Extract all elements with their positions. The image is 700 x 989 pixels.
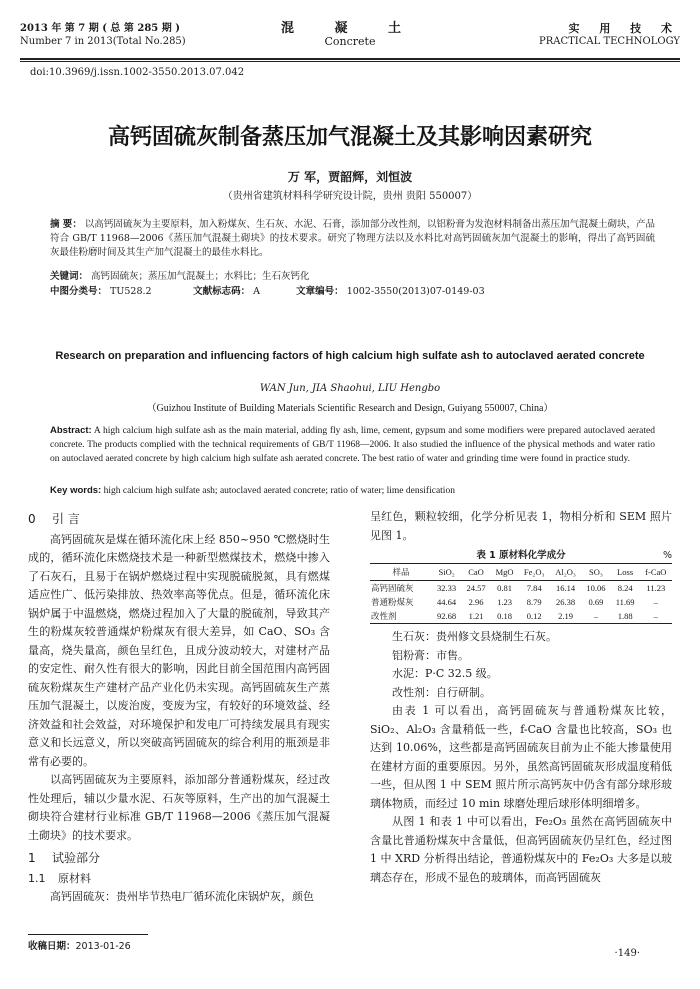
abstract-en-text: A high calcium high sulfate ash as the main material, adding fly ash, lime, cement, gypsum and some modifiers were prepared autoclaved aerated concrete. The products complied with the technical requirements of GB/T 11968—2006. It also studied the influence of the physical methods and water ratio on autoclaved aerated concrete by high calcium high sulfate ash aerated concrete. The best ratio of water and grinding time were found in practice study.	[50, 426, 655, 464]
subsection-1-1-heading	[28, 870, 330, 889]
journal-name-cn: 混 凝 土	[280, 21, 420, 36]
keywords-cn	[50, 270, 655, 284]
table-cell: –	[581, 609, 610, 624]
article-number-value: 1002-3550(2013)07-0149-03	[346, 286, 485, 297]
material-item-lime: 生石灰：贵州修文县烧制生石灰。	[392, 630, 557, 643]
abstract-en	[50, 424, 655, 466]
header-issue-cn: 2013 年 第 7 期 ( 总 第 285 期 )	[20, 23, 180, 34]
section-0-title: 引 言	[52, 512, 80, 526]
materials-continuation: 呈红色，颗粒较细，化学分析见表 1，物相分析和 SEM 照片见图 1。	[370, 510, 672, 542]
table-cell: 8.79	[526, 597, 542, 607]
journal-header	[20, 22, 680, 58]
keywords-en-label: Key words:	[50, 485, 102, 496]
section-1-heading	[28, 849, 330, 868]
table-cell: 1.23	[497, 597, 513, 607]
table-cell: 2.19	[550, 609, 581, 624]
table-cell: –	[640, 609, 672, 624]
table-cell: 11.69	[615, 597, 635, 607]
abstract-en-label: Abstract:	[50, 425, 92, 436]
authors: 万 军，贾韶辉，刘恒波	[287, 170, 413, 184]
material-item-modifier: 改性剂：自行研制。	[392, 685, 491, 699]
table-cell: 0.81	[497, 583, 513, 593]
table-cell: 7.84	[526, 583, 542, 593]
intro-paragraph-1: 高钙固硫灰是煤在循环流化床上经 850~950 ℃燃烧时生成的，循环流化床燃烧技术是一种新型燃煤技术，燃烧中掺入了石灰石，且易于在锅炉燃烧过程中实现脱硫脱氮，具有燃煤适应性广、低污染排放、热效率高等优点。但是，循环流化床锅炉属于中温燃烧，燃烧过程加入了大量的脱硫剂，导致其产生的粉煤灰较普通煤炉粉煤灰有很大差异，如 CaO、SO₃ 含量高，烧失量高，颜色呈红色，且成分波动较大，对建材产品的安定性、耐久性有很大的影响，因此目前全国范围内高钙固硫灰粉煤灰生产建材产品产业化仍未实现。高钙固硫灰生产蒸压加气混凝土，以废治废，变废为宝，有较好的环境效益、经济效益和社会效益，对环境保护和发电厂可持续发展具有现实意义和长远意义，所以突破高钙固硫灰的综合利用的瓶颈是非常有必要的。	[28, 532, 330, 768]
table-cell: 26.38	[556, 597, 576, 607]
table-1-title: 表 1 原材料化学成分	[476, 550, 566, 561]
doc-code-label: 文献标志码：	[193, 286, 251, 297]
table-header: SO₃	[581, 564, 610, 581]
table-cell: –	[653, 597, 658, 607]
table-cell: 0.69	[588, 597, 604, 607]
english-authors: WAN Jun, JIA Shaohui, LIU Hengbo	[259, 383, 441, 394]
column-name-cn: 实 用 技 术	[568, 22, 680, 35]
keywords-en	[50, 484, 655, 498]
table-cell: 8.24	[617, 583, 633, 593]
analysis-paragraph-2: 从图 1 和表 1 中可以看出，Fe₂O₃ 虽然在高钙固硫灰中含量比普通粉煤灰中含量低，但高钙固硫灰仍呈红色，经过图 1 中 XRD 分析得出结论，普通粉煤灰中的 Fe₂O₃ 大多是以玻璃态存在，形成不显色的玻璃体，而高钙固硫灰	[370, 815, 672, 884]
doc-code-value: A	[253, 286, 260, 297]
subsection-1-1-title: 原材料	[58, 871, 91, 885]
table-cell: 92.68	[432, 609, 461, 624]
article-number-label: 文章编号：	[296, 286, 344, 297]
table-1	[370, 563, 672, 624]
section-1-number: 1	[28, 851, 36, 865]
section-0-heading	[28, 510, 330, 529]
table-cell: 10.06	[586, 583, 606, 593]
keywords-cn-label: 关键词：	[50, 271, 89, 282]
table-row	[370, 609, 672, 624]
clc-label: 中图分类号：	[50, 286, 108, 297]
table-cell: 0.18	[491, 609, 519, 624]
table-row	[370, 581, 672, 596]
received-date-value: 2013-01-26	[75, 941, 131, 952]
table-cell: 24.57	[466, 583, 486, 593]
table-cell: 1.21	[461, 609, 490, 624]
table-header: Loss	[611, 564, 640, 581]
material-item-aluminium-paste: 铝粉膏：市售。	[392, 648, 469, 662]
table-1-caption	[370, 549, 672, 563]
table-header: f-CaO	[640, 564, 672, 581]
classification-line	[50, 285, 655, 299]
table-cell: 0.12	[518, 609, 549, 624]
intro-paragraph-2: 以高钙固硫灰为主要原料，添加部分普通粉煤灰，经过改性处理后，辅以少量水泥、石灰等原料，生产出的加气混凝土砌块符合建材行业标准 GB/T 11968—2006《蒸压加气混凝土砌块》的技术要求。	[28, 773, 330, 842]
table-cell: 2.96	[468, 597, 484, 607]
header-right	[539, 22, 680, 48]
column-name-en: PRACTICAL TECHNOLOGY	[539, 36, 680, 47]
materials-paragraph-1: 高钙固硫灰：贵州毕节热电厂循环流化床锅炉灰，颜色	[50, 890, 314, 903]
table-header: CaO	[461, 564, 490, 581]
body-right-column	[370, 508, 672, 887]
table-header: MgO	[491, 564, 519, 581]
journal-name-en: Concrete	[324, 35, 376, 48]
table-header: Al₂O₃	[550, 564, 581, 581]
subsection-1-1-number: 1.1	[28, 871, 46, 885]
table-cell: 高钙固硫灰	[371, 583, 414, 593]
table-header: Fe₂O₃	[518, 564, 549, 581]
table-1-unit: %	[662, 550, 672, 561]
material-item-cement: 水泥：P·C 32.5 级。	[392, 667, 498, 680]
table-cell: 44.64	[437, 597, 457, 607]
section-0-number: 0	[28, 512, 36, 526]
keywords-en-text: high calcium high sulfate ash; autoclaved aerated concrete; ratio of water; lime densification	[103, 486, 455, 496]
table-header-row	[370, 564, 672, 581]
received-date	[28, 938, 131, 952]
table-cell: 16.14	[556, 583, 576, 593]
header-rule-thin	[20, 61, 680, 62]
received-date-label: 收稿日期：	[28, 941, 76, 952]
section-1-title: 试验部分	[52, 851, 101, 865]
abstract-cn-label: 摘 要：	[50, 219, 82, 230]
table-cell: 1.88	[611, 609, 640, 624]
clc-value: TU528.2	[110, 286, 152, 297]
table-cell: 普通粉煤灰	[371, 597, 414, 607]
abstract-cn	[50, 218, 655, 260]
article-title: 高钙固硫灰制备蒸压加气混凝土及其影响因素研究	[107, 125, 592, 150]
table-cell: 32.33	[437, 583, 457, 593]
table-header: SiO₂	[432, 564, 461, 581]
abstract-cn-text: 以高钙固硫灰为主要原料，加入粉煤灰、生石灰、水泥、石膏，添加部分改性剂，以铝粉膏为发泡材料制备出蒸压加气混凝土砌块，产品符合 GB/T 11968—2006《蒸压加气混凝土砌块》的技术要求。研究了物理方法以及水料比对高钙固硫灰加气混凝土的影响，得出了高钙固硫灰最佳粉磨时间及其生产加气混凝土的最佳水料比。	[50, 219, 655, 258]
table-cell: 11.23	[646, 583, 666, 593]
analysis-paragraph-1: 由表 1 可以看出，高钙固硫灰与普通粉煤灰比较，SiO₂、Al₂O₃ 含量稍低一些，f-CaO 含量也比较高，SO₃ 也达到 10.06%，这些都是高钙固硫灰目前为止不能大掺量使用在建材方面的重要原因。另外，虽然高钙固硫灰形成温度稍低一些，但从图 1 中 SEM 照片所示高钙灰中仍含有部分球形玻璃体物质，而经过 10 min 球磨处理后球形体明细增多。	[370, 704, 672, 810]
keywords-cn-text: 高钙固硫灰；蒸压加气混凝土；水料比；生石灰钙化	[91, 271, 310, 282]
table-cell: 改性剂	[370, 609, 432, 624]
english-title: Research on preparation and influencing factors of high calcium high sulfate ash to autoclaved aerated concrete	[55, 350, 645, 362]
header-issue-en: Number 7 in 2013(Total No.285)	[20, 36, 186, 47]
table-row	[370, 595, 672, 609]
body-left-column	[28, 508, 330, 907]
page-number: ·149·	[614, 948, 640, 959]
affiliation: （贵州省建筑材料科学研究设计院，贵州 贵阳 550007）	[222, 191, 478, 202]
doi: doi:10.3969/j.issn.1002-3550.2013.07.042	[30, 67, 245, 78]
footnote-rule	[28, 934, 148, 935]
header-rule	[20, 58, 680, 60]
english-affiliation: （Guizhou Institute of Building Materials Scientific Research and Design, Guiyang 550007, China）	[146, 403, 554, 414]
table-header: 样品	[370, 564, 432, 581]
